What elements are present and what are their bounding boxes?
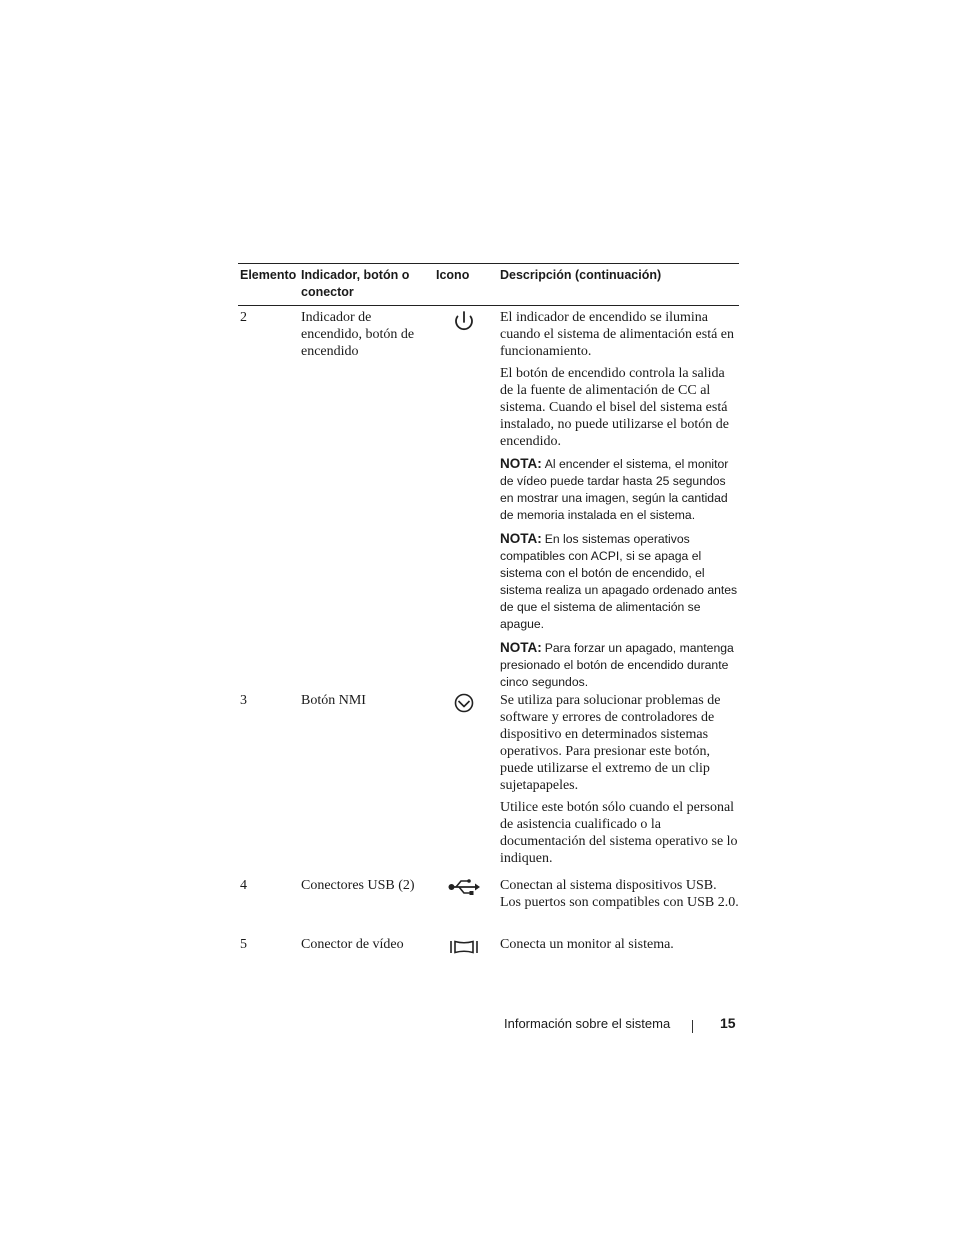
header-icon: Icono	[436, 268, 470, 282]
table-row	[238, 309, 739, 692]
table-header	[238, 264, 739, 306]
table-row	[238, 692, 739, 877]
description-paragraph: El indicador de encendido se ilumina cuando el sistema de alimentación está en funcionamiento.	[500, 310, 735, 359]
footer-separator	[692, 1020, 693, 1033]
row-description	[500, 692, 740, 872]
usb-icon	[446, 877, 482, 909]
header-description: Descripción (continuación)	[500, 268, 662, 282]
header-element: Elemento	[240, 268, 297, 282]
row-description	[500, 877, 740, 916]
note-label: NOTA:	[500, 640, 542, 655]
note	[500, 639, 740, 691]
description-paragraph: Se utiliza para solucionar problemas de software y errores de controladores de dispositivo en determinados sistemas operativos. Para presionar este botón, puede utilizarse el extremo de un clip sujetapapeles.	[500, 693, 721, 793]
row-description	[500, 936, 740, 958]
footer-section-title: Información sobre el sistema	[504, 1016, 671, 1031]
page-number: 15	[720, 1015, 736, 1031]
note-label: NOTA:	[500, 456, 542, 471]
row-number: 3	[240, 693, 247, 708]
note	[500, 530, 740, 633]
description-paragraph: Conecta un monitor al sistema.	[500, 937, 674, 952]
note-text: Para forzar un apagado, mantenga presionado el botón de encendido durante cinco segundos.	[500, 641, 734, 689]
note-text: Al encender el sistema, el monitor de vídeo puede tardar hasta 25 segundos en mostrar una imagen, según la cantidad de memoria instalada en el sistema.	[500, 457, 729, 522]
table-row	[238, 936, 739, 966]
row-number: 5	[240, 937, 247, 952]
note-text: En los sistemas operativos compatibles con ACPI, si se apaga el sistema con el botón de encendido, el sistema realiza un apagado ordenado antes de que el sistema de alimentación se apague.	[500, 532, 738, 631]
table-row	[238, 877, 739, 936]
note	[500, 455, 740, 524]
row-name: Indicador de encendido, botón de encendido	[301, 310, 415, 359]
header-indicator: Indicador, botón o conector	[301, 268, 410, 299]
description-paragraph: Conectan al sistema dispositivos USB. Los puertos son compatibles con USB 2.0.	[500, 878, 739, 910]
row-description	[500, 309, 740, 697]
power-icon	[446, 309, 482, 341]
description-paragraph: El botón de encendido controla la salida de la fuente de alimentación de CC al sistema. Cuando el bisel del sistema está instalado, no puede utilizarse el botón de encendido.	[500, 366, 729, 449]
row-number: 2	[240, 310, 247, 325]
nmi-icon	[446, 692, 482, 724]
row-name: Botón NMI	[301, 693, 366, 708]
page-footer	[0, 1015, 954, 1035]
description-paragraph: Utilice este botón sólo cuando el personal de asistencia cualificado o la documentación del sistema operativo se lo indiquen.	[500, 800, 738, 866]
note-label: NOTA:	[500, 531, 542, 546]
row-name: Conector de vídeo	[301, 937, 404, 952]
spec-table	[238, 263, 739, 966]
row-number: 4	[240, 878, 247, 893]
row-name: Conectores USB (2)	[301, 878, 415, 893]
video-connector-icon	[446, 936, 482, 968]
